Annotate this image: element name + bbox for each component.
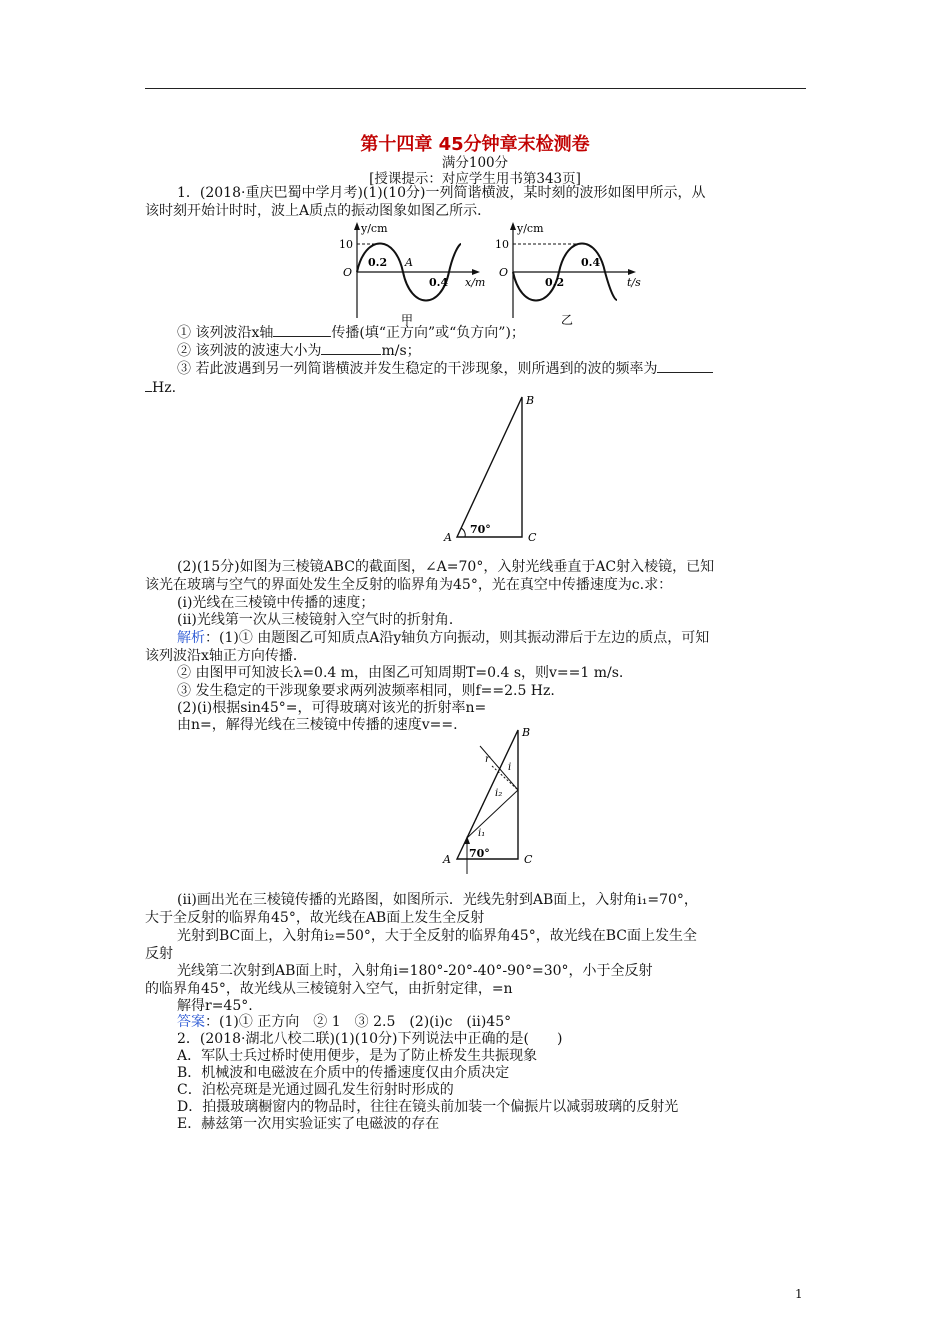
q2-option-d: D．拍摄玻璃橱窗内的物品时，往往在镜头前加装一个偏振片以减弱玻璃的反射光 <box>177 1099 679 1115</box>
hint-line: [授课提示：对应学生用书第343页] <box>369 171 581 187</box>
solution-l1: 解析：(1)① 由题图乙可知质点A沿y轴负方向振动，则其振动滞后于左边的质点，可知 <box>177 630 710 646</box>
q2-option-c: C．泊松亮斑是光通过圆孔发生衍射时形成的 <box>177 1082 454 1098</box>
solution-l7: (ⅱ)画出光在三棱镜传播的光路图，如图所示．光线先射到AB面上，入射角i₁=70°， <box>177 892 698 908</box>
left-x-label: x/m <box>465 276 486 289</box>
q1-stem-cont: 该时刻开始计时时，波上A质点的振动图象如图乙所示． <box>145 203 492 219</box>
solution-l5: (2)(ⅰ)根据sin45°=，可得玻璃对该光的折射率n= <box>177 700 487 716</box>
q1-p2-l1: (2)(15分)如图为三棱镜ABC的截面图，∠A=70°，入射光线垂直于AC射入棱镜，已知 <box>177 559 715 575</box>
right-y-label: y/cm <box>517 222 544 235</box>
solution-l13: 解得r=45°. <box>177 998 253 1014</box>
q1-sub2: ② 该列波的波速大小为 m/s； <box>177 343 421 359</box>
left-x1: 0.2 <box>368 256 388 269</box>
solution-l9: 光射到BC面上，入射角i₂=50°，大于全反射的临界角45°，故光线在BC面上发生全 <box>177 928 697 944</box>
left-point-a: A <box>405 256 413 269</box>
prism-angle: 70° <box>470 523 491 536</box>
solution-l2: 该列波沿x轴正方向传播． <box>145 648 307 664</box>
path-label-a: A <box>443 853 451 866</box>
left-origin: O <box>343 266 353 279</box>
header-rule <box>145 88 806 89</box>
q1-p2-i: (ⅰ)光线在三棱镜中传播的速度； <box>177 595 375 611</box>
prism-label-c: C <box>528 531 537 544</box>
q1-sub3: ③ 若此波遇到另一列简谐横波并发生稳定的干涉现象，则所遇到的波的频率为 <box>177 360 713 378</box>
q1-p2-ii: (ⅱ)光线第一次从三棱镜射入空气时的折射角． <box>177 612 463 628</box>
solution-l8: 大于全反射的临界角45°，故光线在AB面上发生全反射 <box>145 910 485 926</box>
right-caption: 乙 <box>561 313 574 327</box>
right-y-tick: 10 <box>495 238 509 251</box>
path-label-i2: i₂ <box>495 788 503 799</box>
page-title: 第十四章 45分钟章末检测卷 <box>360 134 590 155</box>
path-angle: 70° <box>469 847 490 860</box>
path-label-i: i <box>508 762 512 773</box>
q1-sub3-end: Hz. <box>145 379 176 397</box>
solution-l4: ③ 发生稳定的干涉现象要求两列波频率相同，则f==2.5 Hz. <box>177 683 555 699</box>
prism-label-a: A <box>444 531 452 544</box>
right-x1: 0.2 <box>545 276 565 289</box>
prism-figure <box>440 390 550 550</box>
solution-l12: 的临界角45°，故光线从三棱镜射入空气，由折射定律，=n <box>145 981 513 997</box>
right-origin: O <box>499 266 509 279</box>
path-label-r: r <box>485 754 490 765</box>
score-line: 满分100分 <box>441 155 509 171</box>
solution-l10: 反射 <box>145 946 173 962</box>
q1-p2-l2: 该光在玻璃与空气的界面处发生全反射的临界角为45°，光在真空中传播速度为c.求： <box>145 577 673 593</box>
solution-l6: 由n=，解得光线在三棱镜中传播的速度v==. <box>177 717 458 733</box>
path-label-c: C <box>524 853 533 866</box>
solution-l3: ② 由图甲可知波长λ=0.4 m，由图乙可知周期T=0.4 s，则v==1 m/s. <box>177 665 624 681</box>
answer-line: 答案：(1)① 正方向 ② 1 ③ 2.5 (2)(ⅰ)c (ⅱ)45° <box>177 1014 512 1030</box>
wave-graphs <box>335 220 645 328</box>
q2-option-b: B．机械波和电磁波在介质中的传播速度仅由介质决定 <box>177 1065 510 1081</box>
page-number: 1 <box>795 1287 803 1301</box>
right-x2: 0.4 <box>581 256 601 269</box>
solution-label: 解析 <box>177 630 205 646</box>
q1-stem: 1．(2018·重庆巴蜀中学月考)(1)(10分)一列简谐横波，某时刻的波形如图甲所示，从 <box>177 185 706 201</box>
answer-label: 答案 <box>177 1014 205 1030</box>
q1-sub1: ① 该列波沿x轴 传播(填“正方向”或“负方向”)； <box>177 325 525 341</box>
left-caption: 甲 <box>401 313 414 327</box>
prism-label-b: B <box>526 394 535 407</box>
left-y-label: y/cm <box>361 222 388 235</box>
left-x2: 0.4 <box>429 276 449 289</box>
left-y-tick: 10 <box>339 238 353 251</box>
right-x-label: t/s <box>627 276 641 289</box>
path-label-b: B <box>522 726 531 739</box>
path-label-i1: i₁ <box>478 828 486 839</box>
q2-stem: 2．(2018·湖北八校二联)(1)(10分)下列说法中正确的是( ) <box>177 1031 563 1047</box>
q2-option-e: E．赫兹第一次用实验证实了电磁波的存在 <box>177 1116 440 1132</box>
light-path-figure <box>440 726 550 876</box>
solution-l11: 光线第二次射到AB面上时，入射角i=180°-20°-40°-90°=30°，小于全反射 <box>177 963 653 979</box>
q2-option-a: A．军队士兵过桥时使用便步，是为了防止桥发生共振现象 <box>177 1048 538 1064</box>
